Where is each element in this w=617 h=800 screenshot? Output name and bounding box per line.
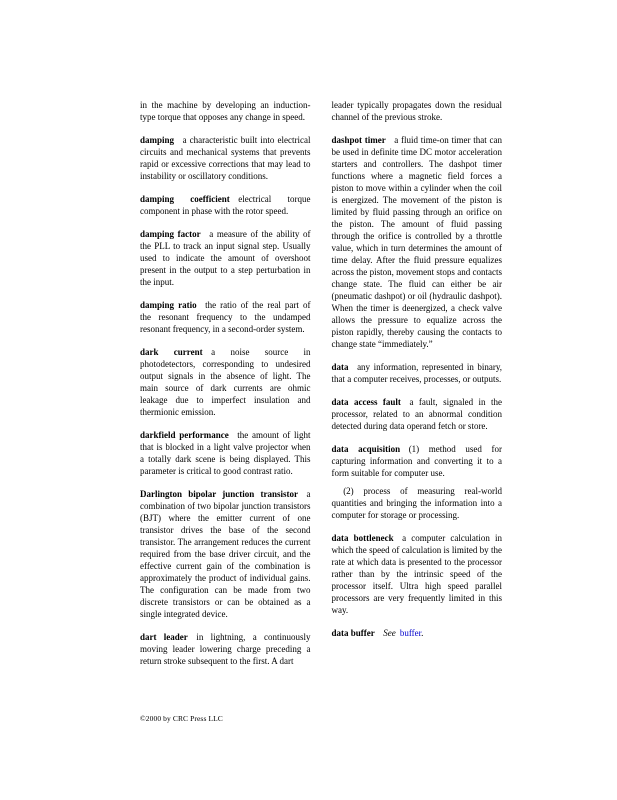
continuation-paragraph: in the machine by developing an induction-type torque that opposes any change in speed. <box>140 100 311 122</box>
dictionary-entry: damping a characteristic built into electrical circuits and mechanical systems that prevents rapid or excessive corrections that may lead to instability or oscillatory conditions. <box>140 135 311 181</box>
cross-reference-link[interactable]: buffer <box>399 628 422 638</box>
entry-term: damping ratio <box>140 300 197 310</box>
dictionary-entry: dart leader in lightning, a continuously moving leader lowering charge preceding a return stroke subsequent to the first. A dart <box>140 632 311 666</box>
entry-term: data acquisition <box>331 444 401 454</box>
copyright-footer: ©2000 by CRC Press LLC <box>140 714 223 723</box>
entry-term: darkfield performance <box>140 430 229 440</box>
dictionary-entry: dashpot timer a fluid time-on timer that can be used in definite time DC motor acceleration starters and controllers. The dashpot timer functions where a magnetic field forces a piston to move within a cylinder when the coil is energized. The movement of the piston is limited by fluid passing through an orifice on the piston. The amount of fluid passing through the orifice is controlled by a throttle value, which in turn determines the amount of time delay. After the fluid pressure equalizes across the piston, movement stops and contacts change state. The fluid can either be air (pneumatic dashpot) or oil (hydraulic dashpot). When the timer is deenergized, a check valve allows the pressure to equalize across the piston rapidly, thereby causing the contacts to change state “immediately.” <box>331 135 502 349</box>
dictionary-entry: dark current a noise source in photodetectors, corresponding to undesired output signals in the absence of light. The main source of dark currents are ohmic leakage due to imperfect insulation and thermionic emission. <box>140 347 311 417</box>
dictionary-entry: data acquisition (1) method used for capturing information and converting it to a form suitable for computer use. <box>331 444 503 478</box>
see-label: See <box>383 628 396 638</box>
dictionary-entry: darkfield performance the amount of light that is blocked in a light valve projector when a totally dark scene is being displayed. This parameter is critical to good contrast ratio. <box>140 430 311 476</box>
entry-subparagraph: (2) process of measuring real-world quantities and bringing the information into a computer for storage or processing. <box>331 486 502 520</box>
dictionary-entry: data any information, represented in binary, that a computer receives, processes, or outputs. <box>331 362 502 384</box>
column-left <box>140 99 311 678</box>
dictionary-entry: damping ratio the ratio of the real part of the resonant frequency to the undamped resonant frequency, in a second-order system. <box>140 300 311 334</box>
continuation-paragraph: leader typically propagates down the residual channel of the previous stroke. <box>331 100 502 122</box>
dictionary-entry: data bottleneck a computer calculation in which the speed of calculation is limited by the rate at which data is presented to the processor rather than by the intrinsic speed of the processor itself. Ultra high speed parallel processors are very frequently limited in this way. <box>331 533 502 615</box>
entry-term: Darlington bipolar junction transistor <box>140 489 298 499</box>
entry-term: damping coefficient <box>140 194 230 204</box>
column-right <box>332 99 503 678</box>
entry-term: data bottleneck <box>331 533 394 543</box>
dictionary-entry: data buffer See buffer. <box>331 628 424 638</box>
entry-term: data access fault <box>331 397 401 407</box>
dictionary-entry: damping coefficient electrical torque component in phase with the rotor speed. <box>140 194 311 216</box>
text-columns <box>140 99 502 678</box>
entry-term: data buffer <box>331 628 375 638</box>
entry-term: dark current <box>140 347 203 357</box>
dictionary-entry: damping factor a measure of the ability of the PLL to track an input signal step. Usually used to indicate the amount of overshoot present in the output to a step perturbation in the input. <box>140 229 311 287</box>
entry-term: dart leader <box>140 632 188 642</box>
entry-term: damping <box>140 135 175 145</box>
dictionary-entry: Darlington bipolar junction transistor a combination of two bipolar junction transistors (BJT) where the emitter current of one transistor drives the base of the second transistor. The arrangement reduces the current required from the base driver circuit, and the effective current gain of the combination is approximately the product of individual gains. The configuration can be made from two discrete transistors or can be obtained as a single integrated device. <box>140 489 311 619</box>
entry-term: data <box>331 362 349 372</box>
entry-term: damping factor <box>140 229 201 239</box>
dictionary-entry: data access fault a fault, signaled in the processor, related to an abnormal condition detected during data operand fetch or store. <box>331 397 502 431</box>
entry-term: dashpot timer <box>331 135 386 145</box>
